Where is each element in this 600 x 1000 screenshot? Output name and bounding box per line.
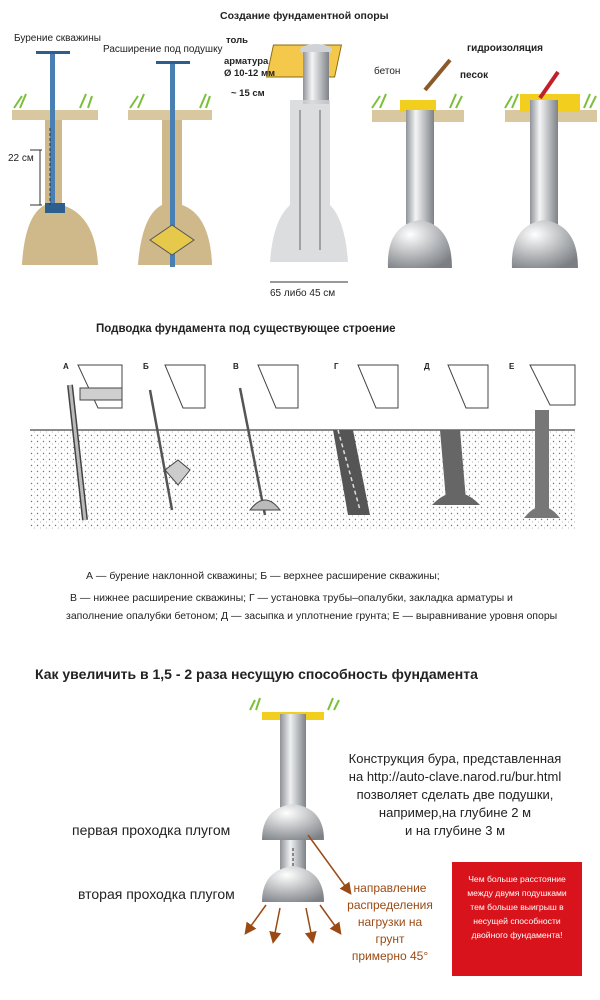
stage-label-b: Б <box>143 362 149 371</box>
section2-title: Подводка фундамента под существующее строение <box>96 323 396 335</box>
stage-label-a: А <box>63 362 69 371</box>
first-pass-label: первая проходка плугом <box>72 822 231 838</box>
load-line-5: примерно 45° <box>351 949 429 963</box>
description-block <box>340 750 570 840</box>
legend-line-3: заполнение опалубки бетоном; Д — засыпка и уплотнение грунта; Е — выравнивание уровня опоры <box>66 610 558 622</box>
label-rebar: арматура <box>224 56 269 67</box>
description-line-4: например,на глубине 2 м <box>378 805 532 820</box>
legend-line-2: В — нижнее расширение скважины; Г — установка трубы–опалубки, закладка арматуры и <box>70 592 513 604</box>
stage3-rebar <box>267 44 348 282</box>
label-rebar-size: Ø 10-12 мм <box>224 68 276 79</box>
description-line-2: на http://auto-clave.narod.ru/bur.html <box>348 769 562 784</box>
red-note-line-1: Чем больше расстояние <box>468 874 566 884</box>
section1-title: Создание фундаментной опоры <box>220 10 389 22</box>
stage5-waterproofing <box>505 72 597 268</box>
red-note-line-3: тем больше выигрыш в <box>470 902 564 912</box>
stage2-widening <box>128 61 212 267</box>
load-line-3: нагрузки на <box>357 915 423 929</box>
label-offset: ~ 15 см <box>231 88 265 99</box>
stage-label-v: В <box>233 362 239 371</box>
label-depth: 22 см <box>8 153 34 164</box>
description-line-5: и на глубине 3 м <box>404 823 506 838</box>
red-note-line-5: двойного фундамента! <box>471 930 563 940</box>
label-tol: толь <box>226 35 248 46</box>
label-sand: песок <box>460 70 489 81</box>
label-concrete: бетон <box>374 66 401 77</box>
section3-title: Как увеличить в 1,5 - 2 раза несущую способность фундамента <box>35 666 478 682</box>
description-line-3: позволяет сделать две подушки, <box>356 787 554 802</box>
stage-label-d: Д <box>424 362 430 371</box>
stage4-concrete <box>372 60 464 268</box>
load-line-4: грунт <box>375 932 405 946</box>
red-note-box <box>452 862 582 976</box>
label-waterproofing: гидроизоляция <box>467 43 543 54</box>
second-pass-label: вторая проходка плугом <box>78 886 235 902</box>
label-widening: Расширение под подушку <box>103 44 223 55</box>
load-direction-label <box>342 880 438 965</box>
label-width: 65 либо 45 см <box>270 288 336 299</box>
legend-line-1: А — бурение наклонной скважины; Б — верхнее расширение скважины; <box>86 570 440 582</box>
stage-legend <box>66 570 580 630</box>
stage-label-e: Е <box>509 362 515 371</box>
load-line-1: направление <box>353 881 427 895</box>
description-line-1: Конструкция бура, представленная <box>348 751 562 766</box>
label-drilling: Бурение скважины <box>14 33 101 44</box>
red-note-line-4: несущей способности <box>473 916 561 926</box>
load-line-2: распределения <box>347 898 433 912</box>
underpinning-diagram <box>0 350 600 540</box>
stage-label-g: Г <box>334 362 339 371</box>
red-note-line-2: между двумя подушками <box>467 888 567 898</box>
